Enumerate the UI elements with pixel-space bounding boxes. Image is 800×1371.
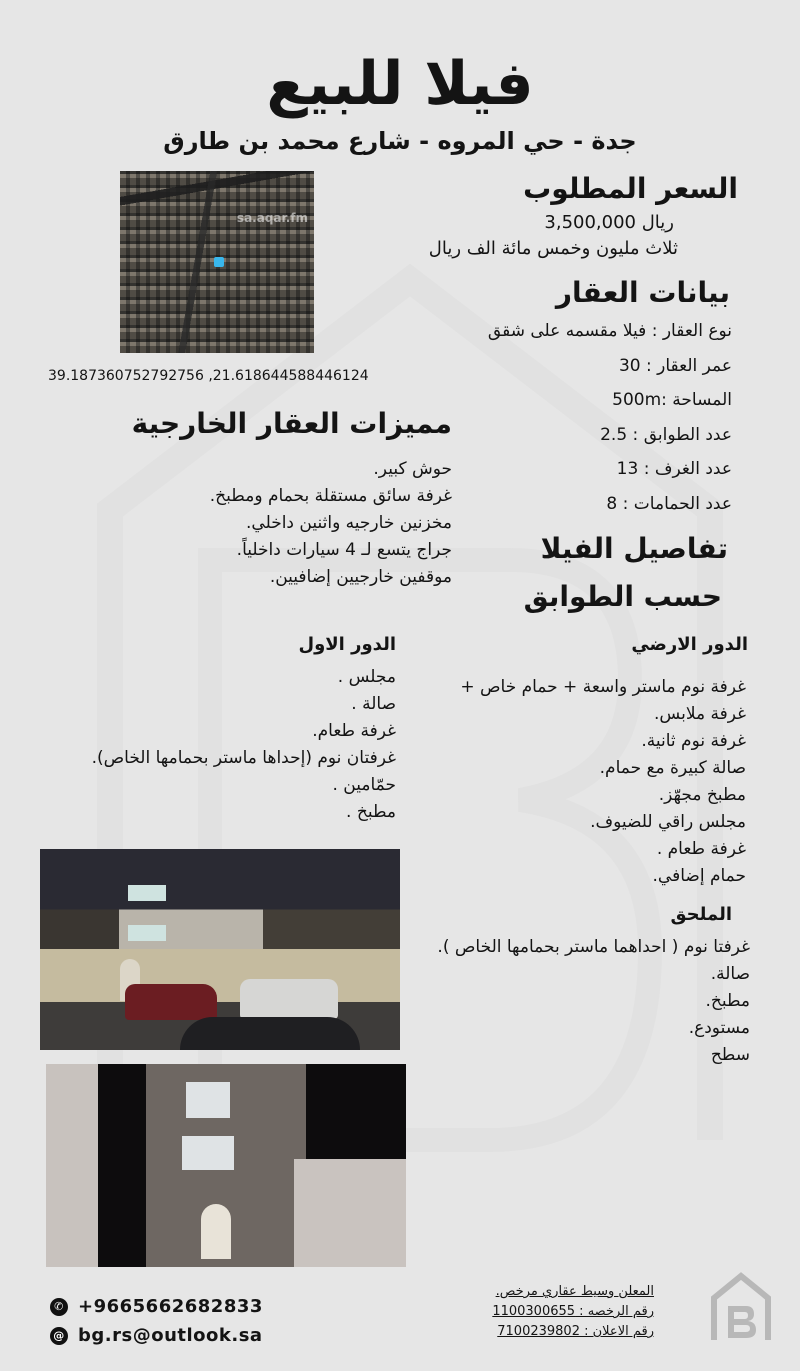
photo-dark-car <box>180 1017 360 1050</box>
first-floor-list <box>16 664 396 826</box>
first-floor-item: مطبخ . <box>346 802 396 822</box>
property-data-heading: بيانات العقار <box>555 276 730 309</box>
location-subtitle: جدة - حي المروه - شارع محمد بن طارق <box>163 127 637 155</box>
license-block <box>414 1282 654 1342</box>
annex-item: مطبخ. <box>705 991 750 1011</box>
photo-wall <box>40 949 400 1004</box>
price-heading: السعر المطلوب <box>523 172 738 205</box>
ground-floor-item: مطبخ مجهّز. <box>658 785 746 805</box>
external-features-list <box>72 456 452 591</box>
annex-heading: الملحق <box>670 904 732 925</box>
photo-arched-door <box>201 1204 231 1259</box>
photo-window <box>186 1082 230 1118</box>
property-floors: عدد الطوابق : 2.5 <box>600 424 732 445</box>
annex-item: غرفتا نوم ( احداهما ماستر بحمامها الخاص ). <box>437 937 750 957</box>
first-floor-item: مجلس . <box>337 667 396 687</box>
feature-item: مخزنين خارجيه واثنين داخلي. <box>246 513 452 533</box>
advertiser-text: المعلن وسيط عقاري مرخص. <box>495 1284 654 1299</box>
photo-left-wall <box>46 1064 98 1267</box>
property-area: المساحة :500m <box>612 390 732 410</box>
feature-item: جراج يتسع لـ 4 سيارات داخلياً. <box>236 540 452 560</box>
photo-right-wall <box>294 1159 406 1267</box>
photo-window <box>128 925 166 941</box>
contact-block <box>50 1296 263 1346</box>
feature-item: موقفين خارجيين إضافيين. <box>269 567 452 587</box>
page-title: فيلا للبيع <box>266 49 534 119</box>
feature-item: غرفة سائق مستقلة بحمام ومطبخ. <box>209 486 452 506</box>
photo-window <box>128 885 166 901</box>
price-amount: ريال 3,500,000 <box>544 212 674 233</box>
satellite-map-thumbnail[interactable] <box>120 171 314 353</box>
floor-details-heading-line1: تفاصيل الفيلا <box>540 532 728 565</box>
annex-list <box>430 934 750 1069</box>
first-floor-item: غرفتان نوم (إحداها ماستر بحمامها الخاص). <box>91 748 396 768</box>
phone-row[interactable] <box>50 1296 263 1317</box>
photo-window <box>182 1136 234 1170</box>
property-bathrooms: عدد الحمامات : 8 <box>606 493 732 514</box>
external-features-heading: مميزات العقار الخارجية <box>131 407 452 440</box>
email-row[interactable] <box>50 1325 263 1346</box>
property-age: عمر العقار : 30 <box>618 355 732 376</box>
ground-floor-item: غرفة طعام . <box>656 839 746 859</box>
ground-floor-list <box>446 674 746 890</box>
coordinates: 39.187360752792756 ,21.618644588446124 <box>48 368 369 384</box>
license-number: رقم الرخصه : 1100300655 <box>492 1304 654 1319</box>
first-floor-item: حمّامين . <box>332 775 396 795</box>
location-pin-icon <box>214 257 224 267</box>
annex-item: صالة. <box>710 964 750 984</box>
villa-entrance-photo[interactable] <box>46 1064 406 1267</box>
villa-street-photo[interactable] <box>40 849 400 1050</box>
map-watermark: sa.aqar.fm <box>236 211 308 225</box>
email-address: bg.rs@outlook.sa <box>78 1325 263 1346</box>
property-rooms: عدد الغرف : 13 <box>616 459 732 479</box>
first-floor-heading: الدور الاول <box>298 634 396 655</box>
property-type: نوع العقار : فيلا مقسمه على شقق <box>487 321 732 341</box>
phone-number: +9665662682833 <box>78 1296 263 1317</box>
ad-number: رقم الاعلان : 7100239802 <box>497 1324 654 1339</box>
phone-icon: ✆ <box>50 1298 68 1316</box>
first-floor-item: صالة . <box>351 694 396 714</box>
ground-floor-item: حمام إضافي. <box>652 866 746 886</box>
photo-white-car <box>240 979 338 1019</box>
annex-item: مستودع. <box>688 1018 750 1038</box>
ground-floor-heading: الدور الارضي <box>631 634 748 655</box>
ground-floor-item: مجلس راقي للضيوف. <box>590 812 746 832</box>
annex-item: سطح <box>710 1045 750 1065</box>
ground-floor-item: صالة كبيرة مع حمام. <box>599 758 746 778</box>
price-amount-words: ثلاث مليون وخمس مائة الف ريال <box>428 238 678 259</box>
photo-red-car <box>125 984 217 1020</box>
ground-floor-item: غرفة نوم ماستر واسعة + حمام خاص + غرفة ملابس. <box>460 677 746 724</box>
feature-item: حوش كبير. <box>373 459 452 479</box>
first-floor-item: غرفة طعام. <box>312 721 396 741</box>
brand-house-logo-icon <box>708 1270 774 1344</box>
at-icon: @ <box>50 1327 68 1345</box>
floor-details-heading-line2: حسب الطوابق <box>523 580 722 613</box>
ground-floor-item: غرفة نوم ثانية. <box>641 731 746 751</box>
